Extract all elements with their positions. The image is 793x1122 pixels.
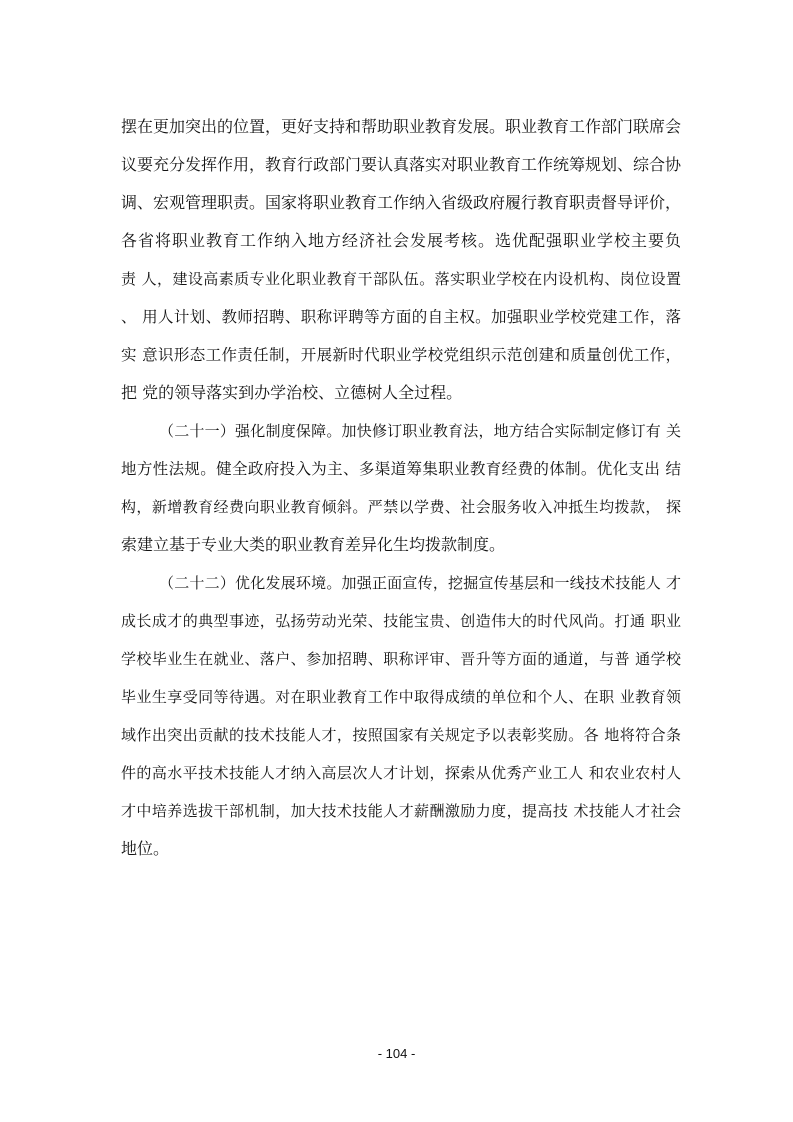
text-line: 构，新增教育经费向职业教育倾斜。严禁以学费、社会服务收入冲抵生均拨款， 探: [121, 498, 681, 516]
text-line: 把 党的领导落实到办学治校、立德树人全过程。: [121, 383, 463, 402]
paragraph-3: [121, 564, 681, 868]
text-line: 、 用人计划、教师招聘、职称评聘等方面的自主权。加强职业学校党建工作，落: [121, 308, 681, 326]
text-line: 学校毕业生在就业、落户、参加招聘、职称评审、晋升等方面的通道，与普 通学校: [121, 650, 681, 668]
text-line: 议要充分发挥作用，教育行政部门要认真落实对职业教育工作统筹规划、综合协: [121, 155, 682, 174]
text-line: 地方性法规。健全政府投入为主、多渠道筹集职业教育经费的体制。优化支出 结: [121, 460, 681, 478]
text-line: 各省将职业教育工作纳入地方经济社会发展考核。选优配强职业学校主要负: [121, 231, 681, 250]
paragraph-1: [121, 108, 681, 412]
text-line: 才中培养选拔干部机制，加大技术技能人才薪酬激励力度，提高技 术技能人才社会: [121, 802, 681, 820]
text-line: 责 人，建设高素质专业化职业教育干部队伍。落实职业学校在内设机构、岗位设置: [121, 270, 681, 288]
text-line: 摆在更加突出的位置，更好支持和帮助职业教育发展。职业教育工作部门联席会: [121, 117, 682, 136]
text-line: 实 意识形态工作责任制，开展新时代职业学校党组织示范创建和质量创优工作，: [121, 346, 681, 364]
paragraph-2: [121, 412, 681, 564]
text-line: 调、宏观管理职责。国家将职业教育工作纳入省级政府履行教育职责督导评价，: [121, 193, 682, 212]
text-line: 成长成才的典型事迹，弘扬劳动光荣、技能宝贵、创造伟大的时代风尚。打通 职业: [121, 612, 681, 630]
text-line: 地位。: [121, 839, 170, 858]
page-number: - 104 -: [377, 1046, 416, 1061]
text-line: 域作出突出贡献的技术技能人才，按照国家有关规定予以表彰奖励。各 地将符合条: [121, 726, 681, 744]
text-line: （二十一）强化制度保障。加快修订职业教育法，地方结合实际制定修订有 关: [159, 422, 681, 440]
document-body: [121, 108, 681, 868]
text-line: 毕业生享受同等待遇。对在职业教育工作中取得成绩的单位和个人、在职 业教育领: [121, 688, 681, 706]
text-line: （二十二）优化发展环境。加强正面宣传，挖掘宣传基层和一线技术技能人 才: [159, 574, 681, 592]
text-line: 件的高水平技术技能人才纳入高层次人才计划，探索从优秀产业工人 和农业农村人: [121, 764, 681, 782]
text-line: 索建立基于专业大类的职业教育差异化生均拨款制度。: [121, 535, 506, 554]
